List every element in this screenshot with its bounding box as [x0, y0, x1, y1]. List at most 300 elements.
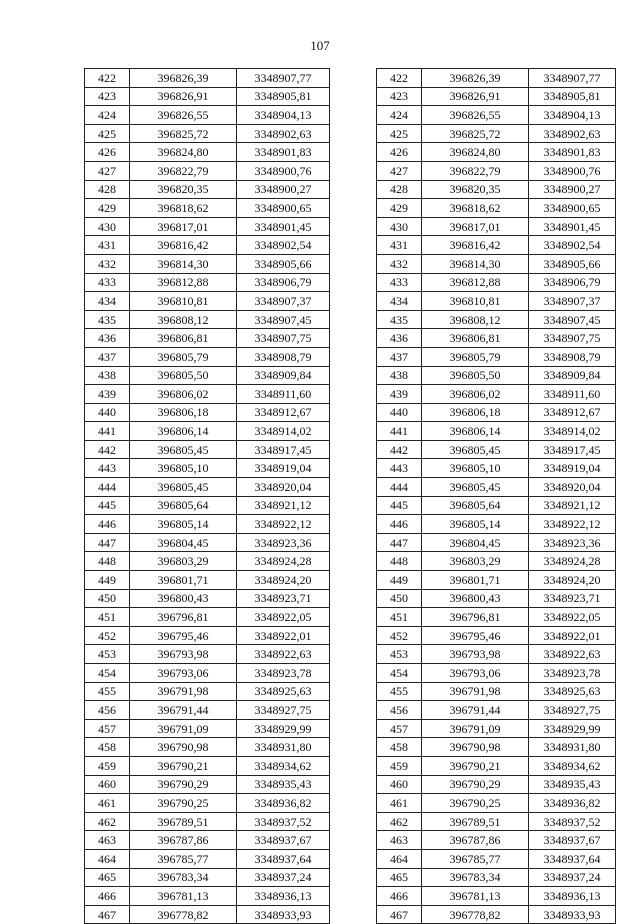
x-coordinate-cell: 396826,91	[422, 87, 529, 106]
x-coordinate-cell: 396826,39	[422, 69, 529, 88]
y-coordinate-cell: 3348922,05	[237, 608, 330, 627]
table-row	[85, 831, 330, 850]
y-coordinate-cell: 3348922,63	[529, 645, 616, 664]
x-coordinate-cell: 396806,02	[130, 385, 237, 404]
y-coordinate-cell: 3348936,82	[237, 794, 330, 813]
x-coordinate-cell: 396808,12	[422, 310, 529, 329]
table-row	[85, 589, 330, 608]
x-coordinate-cell: 396778,82	[422, 905, 529, 924]
table-row	[85, 254, 330, 273]
table-row	[377, 533, 616, 552]
y-coordinate-cell: 3348922,12	[529, 515, 616, 534]
table-row	[85, 645, 330, 664]
point-number-cell: 432	[85, 254, 130, 273]
x-coordinate-cell: 396822,79	[130, 161, 237, 180]
point-number-cell: 433	[85, 273, 130, 292]
point-number-cell: 463	[85, 831, 130, 850]
y-coordinate-cell: 3348907,45	[237, 310, 330, 329]
coordinates-table-left	[84, 68, 330, 924]
y-coordinate-cell: 3348936,82	[529, 794, 616, 813]
table-row	[85, 329, 330, 348]
point-number-cell: 441	[85, 422, 130, 441]
y-coordinate-cell: 3348907,45	[529, 310, 616, 329]
x-coordinate-cell: 396791,44	[130, 701, 237, 720]
x-coordinate-cell: 396793,98	[422, 645, 529, 664]
point-number-cell: 444	[85, 478, 130, 497]
y-coordinate-cell: 3348931,80	[529, 738, 616, 757]
x-coordinate-cell: 396816,42	[130, 236, 237, 255]
x-coordinate-cell: 396790,21	[422, 756, 529, 775]
point-number-cell: 422	[377, 69, 422, 88]
point-number-cell: 464	[85, 849, 130, 868]
point-number-cell: 467	[85, 905, 130, 924]
x-coordinate-cell: 396805,79	[130, 347, 237, 366]
table-row	[85, 366, 330, 385]
point-number-cell: 447	[377, 533, 422, 552]
y-coordinate-cell: 3348904,13	[237, 106, 330, 125]
point-number-cell: 454	[85, 664, 130, 683]
y-coordinate-cell: 3348924,20	[237, 571, 330, 590]
y-coordinate-cell: 3348936,13	[237, 887, 330, 906]
point-number-cell: 430	[85, 217, 130, 236]
table-row	[377, 292, 616, 311]
point-number-cell: 449	[377, 571, 422, 590]
y-coordinate-cell: 3348920,04	[237, 478, 330, 497]
table-row	[377, 422, 616, 441]
x-coordinate-cell: 396805,14	[422, 515, 529, 534]
table-row	[85, 719, 330, 738]
table-row	[377, 403, 616, 422]
table-row	[377, 608, 616, 627]
x-coordinate-cell: 396805,50	[130, 366, 237, 385]
x-coordinate-cell: 396791,09	[422, 719, 529, 738]
point-number-cell: 462	[85, 812, 130, 831]
table-row	[85, 849, 330, 868]
point-number-cell: 444	[377, 478, 422, 497]
table-row	[377, 161, 616, 180]
y-coordinate-cell: 3348923,36	[237, 533, 330, 552]
y-coordinate-cell: 3348923,71	[237, 589, 330, 608]
x-coordinate-cell: 396790,25	[422, 794, 529, 813]
x-coordinate-cell: 396791,44	[422, 701, 529, 720]
table-row	[85, 756, 330, 775]
table-row	[377, 106, 616, 125]
y-coordinate-cell: 3348937,24	[237, 868, 330, 887]
table-row	[85, 533, 330, 552]
table-row	[377, 236, 616, 255]
y-coordinate-cell: 3348905,66	[529, 254, 616, 273]
x-coordinate-cell: 396806,81	[130, 329, 237, 348]
x-coordinate-cell: 396795,46	[422, 626, 529, 645]
point-number-cell: 425	[85, 124, 130, 143]
point-number-cell: 451	[85, 608, 130, 627]
y-coordinate-cell: 3348923,71	[529, 589, 616, 608]
x-coordinate-cell: 396822,79	[422, 161, 529, 180]
point-number-cell: 446	[85, 515, 130, 534]
point-number-cell: 435	[85, 310, 130, 329]
x-coordinate-cell: 396805,45	[422, 478, 529, 497]
y-coordinate-cell: 3348937,52	[529, 812, 616, 831]
table-row	[85, 738, 330, 757]
point-number-cell: 453	[85, 645, 130, 664]
table-row	[377, 571, 616, 590]
x-coordinate-cell: 396814,30	[422, 254, 529, 273]
table-row	[377, 701, 616, 720]
point-number-cell: 442	[85, 440, 130, 459]
table-row	[85, 459, 330, 478]
table-row	[377, 849, 616, 868]
point-number-cell: 423	[377, 87, 422, 106]
y-coordinate-cell: 3348927,75	[237, 701, 330, 720]
table-row	[85, 664, 330, 683]
point-number-cell: 451	[377, 608, 422, 627]
y-coordinate-cell: 3348925,63	[529, 682, 616, 701]
table-row	[377, 589, 616, 608]
y-coordinate-cell: 3348922,12	[237, 515, 330, 534]
x-coordinate-cell: 396790,21	[130, 756, 237, 775]
y-coordinate-cell: 3348937,64	[529, 849, 616, 868]
point-number-cell: 438	[85, 366, 130, 385]
x-coordinate-cell: 396785,77	[422, 849, 529, 868]
y-coordinate-cell: 3348907,75	[529, 329, 616, 348]
x-coordinate-cell: 396805,10	[130, 459, 237, 478]
table-row	[377, 626, 616, 645]
x-coordinate-cell: 396791,98	[422, 682, 529, 701]
table-row	[377, 812, 616, 831]
x-coordinate-cell: 396805,14	[130, 515, 237, 534]
x-coordinate-cell: 396796,81	[422, 608, 529, 627]
table-row	[377, 478, 616, 497]
x-coordinate-cell: 396787,86	[130, 831, 237, 850]
x-coordinate-cell: 396824,80	[130, 143, 237, 162]
x-coordinate-cell: 396801,71	[130, 571, 237, 590]
table-row	[377, 868, 616, 887]
point-number-cell: 445	[85, 496, 130, 515]
point-number-cell: 446	[377, 515, 422, 534]
table-row	[377, 87, 616, 106]
x-coordinate-cell: 396790,25	[130, 794, 237, 813]
x-coordinate-cell: 396805,10	[422, 459, 529, 478]
y-coordinate-cell: 3348937,67	[529, 831, 616, 850]
point-number-cell: 457	[377, 719, 422, 738]
table-row	[85, 478, 330, 497]
x-coordinate-cell: 396781,13	[422, 887, 529, 906]
x-coordinate-cell: 396812,88	[422, 273, 529, 292]
y-coordinate-cell: 3348900,27	[237, 180, 330, 199]
x-coordinate-cell: 396803,29	[130, 552, 237, 571]
x-coordinate-cell: 396801,71	[422, 571, 529, 590]
x-coordinate-cell: 396789,51	[422, 812, 529, 831]
y-coordinate-cell: 3348914,02	[237, 422, 330, 441]
table-row	[377, 775, 616, 794]
page-number: 107	[310, 38, 330, 53]
point-number-cell: 424	[377, 106, 422, 125]
x-coordinate-cell: 396826,55	[130, 106, 237, 125]
table-row	[377, 905, 616, 924]
point-number-cell: 443	[377, 459, 422, 478]
table-row	[85, 310, 330, 329]
table-row	[377, 347, 616, 366]
y-coordinate-cell: 3348937,52	[237, 812, 330, 831]
x-coordinate-cell: 396805,50	[422, 366, 529, 385]
point-number-cell: 428	[85, 180, 130, 199]
point-number-cell: 427	[85, 161, 130, 180]
y-coordinate-cell: 3348934,62	[237, 756, 330, 775]
point-number-cell: 437	[377, 347, 422, 366]
point-number-cell: 459	[377, 756, 422, 775]
table-row	[85, 887, 330, 906]
coordinates-table-body	[85, 69, 330, 924]
x-coordinate-cell: 396804,45	[422, 533, 529, 552]
x-coordinate-cell: 396806,81	[422, 329, 529, 348]
x-coordinate-cell: 396804,45	[130, 533, 237, 552]
point-number-cell: 423	[85, 87, 130, 106]
y-coordinate-cell: 3348912,67	[529, 403, 616, 422]
x-coordinate-cell: 396787,86	[422, 831, 529, 850]
y-coordinate-cell: 3348907,37	[529, 292, 616, 311]
table-row	[377, 459, 616, 478]
table-row	[85, 626, 330, 645]
x-coordinate-cell: 396808,12	[130, 310, 237, 329]
y-coordinate-cell: 3348921,12	[237, 496, 330, 515]
x-coordinate-cell: 396789,51	[130, 812, 237, 831]
point-number-cell: 442	[377, 440, 422, 459]
point-number-cell: 457	[85, 719, 130, 738]
table-row	[377, 440, 616, 459]
x-coordinate-cell: 396806,18	[130, 403, 237, 422]
point-number-cell: 426	[85, 143, 130, 162]
point-number-cell: 450	[377, 589, 422, 608]
point-number-cell: 439	[85, 385, 130, 404]
x-coordinate-cell: 396825,72	[422, 124, 529, 143]
table-row	[85, 868, 330, 887]
table-row	[85, 403, 330, 422]
x-coordinate-cell: 396805,45	[130, 440, 237, 459]
x-coordinate-cell: 396826,55	[422, 106, 529, 125]
x-coordinate-cell: 396800,43	[422, 589, 529, 608]
y-coordinate-cell: 3348920,04	[529, 478, 616, 497]
point-number-cell: 424	[85, 106, 130, 125]
y-coordinate-cell: 3348908,79	[237, 347, 330, 366]
point-number-cell: 449	[85, 571, 130, 590]
x-coordinate-cell: 396805,45	[130, 478, 237, 497]
table-row	[85, 422, 330, 441]
y-coordinate-cell: 3348933,93	[237, 905, 330, 924]
table-row	[377, 719, 616, 738]
table-row	[85, 273, 330, 292]
y-coordinate-cell: 3348905,81	[237, 87, 330, 106]
y-coordinate-cell: 3348905,66	[237, 254, 330, 273]
point-number-cell: 454	[377, 664, 422, 683]
y-coordinate-cell: 3348923,78	[529, 664, 616, 683]
y-coordinate-cell: 3348908,79	[529, 347, 616, 366]
x-coordinate-cell: 396795,46	[130, 626, 237, 645]
y-coordinate-cell: 3348922,63	[237, 645, 330, 664]
table-row	[377, 664, 616, 683]
table-row	[85, 571, 330, 590]
point-number-cell: 448	[85, 552, 130, 571]
table-row	[377, 254, 616, 273]
table-row	[377, 217, 616, 236]
point-number-cell: 431	[377, 236, 422, 255]
point-number-cell: 447	[85, 533, 130, 552]
table-row	[377, 124, 616, 143]
point-number-cell: 465	[377, 868, 422, 887]
y-coordinate-cell: 3348923,78	[237, 664, 330, 683]
y-coordinate-cell: 3348922,01	[529, 626, 616, 645]
y-coordinate-cell: 3348933,93	[529, 905, 616, 924]
y-coordinate-cell: 3348923,36	[529, 533, 616, 552]
table-row	[85, 552, 330, 571]
y-coordinate-cell: 3348907,77	[237, 69, 330, 88]
table-row	[85, 292, 330, 311]
table-row	[85, 236, 330, 255]
point-number-cell: 455	[85, 682, 130, 701]
point-number-cell: 461	[85, 794, 130, 813]
table-row	[377, 682, 616, 701]
x-coordinate-cell: 396790,98	[130, 738, 237, 757]
point-number-cell: 438	[377, 366, 422, 385]
x-coordinate-cell: 396781,13	[130, 887, 237, 906]
point-number-cell: 426	[377, 143, 422, 162]
point-number-cell: 456	[85, 701, 130, 720]
x-coordinate-cell: 396805,64	[422, 496, 529, 515]
x-coordinate-cell: 396820,35	[130, 180, 237, 199]
point-number-cell: 462	[377, 812, 422, 831]
x-coordinate-cell: 396793,06	[130, 664, 237, 683]
table-row	[85, 812, 330, 831]
point-number-cell: 430	[377, 217, 422, 236]
point-number-cell: 448	[377, 552, 422, 571]
point-number-cell: 456	[377, 701, 422, 720]
point-number-cell: 432	[377, 254, 422, 273]
table-row	[377, 143, 616, 162]
x-coordinate-cell: 396800,43	[130, 589, 237, 608]
y-coordinate-cell: 3348935,43	[529, 775, 616, 794]
y-coordinate-cell: 3348935,43	[237, 775, 330, 794]
table-row	[85, 161, 330, 180]
point-number-cell: 455	[377, 682, 422, 701]
point-number-cell: 440	[85, 403, 130, 422]
table-row	[85, 199, 330, 218]
point-number-cell: 443	[85, 459, 130, 478]
x-coordinate-cell: 396793,98	[130, 645, 237, 664]
x-coordinate-cell: 396810,81	[422, 292, 529, 311]
y-coordinate-cell: 3348901,83	[237, 143, 330, 162]
y-coordinate-cell: 3348919,04	[529, 459, 616, 478]
y-coordinate-cell: 3348900,65	[237, 199, 330, 218]
point-number-cell: 466	[85, 887, 130, 906]
table-row	[377, 887, 616, 906]
point-number-cell: 437	[85, 347, 130, 366]
point-number-cell: 439	[377, 385, 422, 404]
y-coordinate-cell: 3348901,83	[529, 143, 616, 162]
x-coordinate-cell: 396826,39	[130, 69, 237, 88]
y-coordinate-cell: 3348925,63	[237, 682, 330, 701]
x-coordinate-cell: 396817,01	[130, 217, 237, 236]
table-row	[377, 199, 616, 218]
point-number-cell: 427	[377, 161, 422, 180]
table-row	[377, 310, 616, 329]
x-coordinate-cell: 396818,62	[130, 199, 237, 218]
point-number-cell: 441	[377, 422, 422, 441]
y-coordinate-cell: 3348902,63	[237, 124, 330, 143]
y-coordinate-cell: 3348902,63	[529, 124, 616, 143]
table-row	[85, 143, 330, 162]
point-number-cell: 425	[377, 124, 422, 143]
point-number-cell: 435	[377, 310, 422, 329]
table-row	[377, 794, 616, 813]
table-row	[85, 180, 330, 199]
y-coordinate-cell: 3348921,12	[529, 496, 616, 515]
x-coordinate-cell: 396806,02	[422, 385, 529, 404]
x-coordinate-cell: 396793,06	[422, 664, 529, 683]
point-number-cell: 436	[377, 329, 422, 348]
table-row	[85, 217, 330, 236]
point-number-cell: 460	[85, 775, 130, 794]
x-coordinate-cell: 396818,62	[422, 199, 529, 218]
table-row	[377, 385, 616, 404]
table-row	[377, 738, 616, 757]
y-coordinate-cell: 3348917,45	[529, 440, 616, 459]
y-coordinate-cell: 3348902,54	[237, 236, 330, 255]
point-number-cell: 452	[85, 626, 130, 645]
y-coordinate-cell: 3348912,67	[237, 403, 330, 422]
y-coordinate-cell: 3348929,99	[529, 719, 616, 738]
x-coordinate-cell: 396814,30	[130, 254, 237, 273]
point-number-cell: 458	[377, 738, 422, 757]
x-coordinate-cell: 396806,14	[130, 422, 237, 441]
point-number-cell: 450	[85, 589, 130, 608]
point-number-cell: 445	[377, 496, 422, 515]
table-row	[85, 905, 330, 924]
x-coordinate-cell: 396791,09	[130, 719, 237, 738]
y-coordinate-cell: 3348922,05	[529, 608, 616, 627]
point-number-cell: 431	[85, 236, 130, 255]
y-coordinate-cell: 3348917,45	[237, 440, 330, 459]
table-row	[85, 682, 330, 701]
coordinates-table-body	[377, 69, 616, 924]
y-coordinate-cell: 3348909,84	[529, 366, 616, 385]
point-number-cell: 465	[85, 868, 130, 887]
y-coordinate-cell: 3348900,65	[529, 199, 616, 218]
point-number-cell: 461	[377, 794, 422, 813]
point-number-cell: 429	[377, 199, 422, 218]
table-row	[85, 496, 330, 515]
y-coordinate-cell: 3348934,62	[529, 756, 616, 775]
table-row	[85, 385, 330, 404]
x-coordinate-cell: 396817,01	[422, 217, 529, 236]
table-row	[377, 645, 616, 664]
y-coordinate-cell: 3348929,99	[237, 719, 330, 738]
x-coordinate-cell: 396791,98	[130, 682, 237, 701]
y-coordinate-cell: 3348907,37	[237, 292, 330, 311]
x-coordinate-cell: 396806,18	[422, 403, 529, 422]
table-row	[85, 701, 330, 720]
y-coordinate-cell: 3348937,24	[529, 868, 616, 887]
y-coordinate-cell: 3348907,77	[529, 69, 616, 88]
y-coordinate-cell: 3348924,28	[529, 552, 616, 571]
y-coordinate-cell: 3348907,75	[237, 329, 330, 348]
point-number-cell: 428	[377, 180, 422, 199]
x-coordinate-cell: 396783,34	[130, 868, 237, 887]
y-coordinate-cell: 3348937,67	[237, 831, 330, 850]
x-coordinate-cell: 396783,34	[422, 868, 529, 887]
y-coordinate-cell: 3348906,79	[237, 273, 330, 292]
table-row	[377, 552, 616, 571]
x-coordinate-cell: 396805,64	[130, 496, 237, 515]
point-number-cell: 463	[377, 831, 422, 850]
